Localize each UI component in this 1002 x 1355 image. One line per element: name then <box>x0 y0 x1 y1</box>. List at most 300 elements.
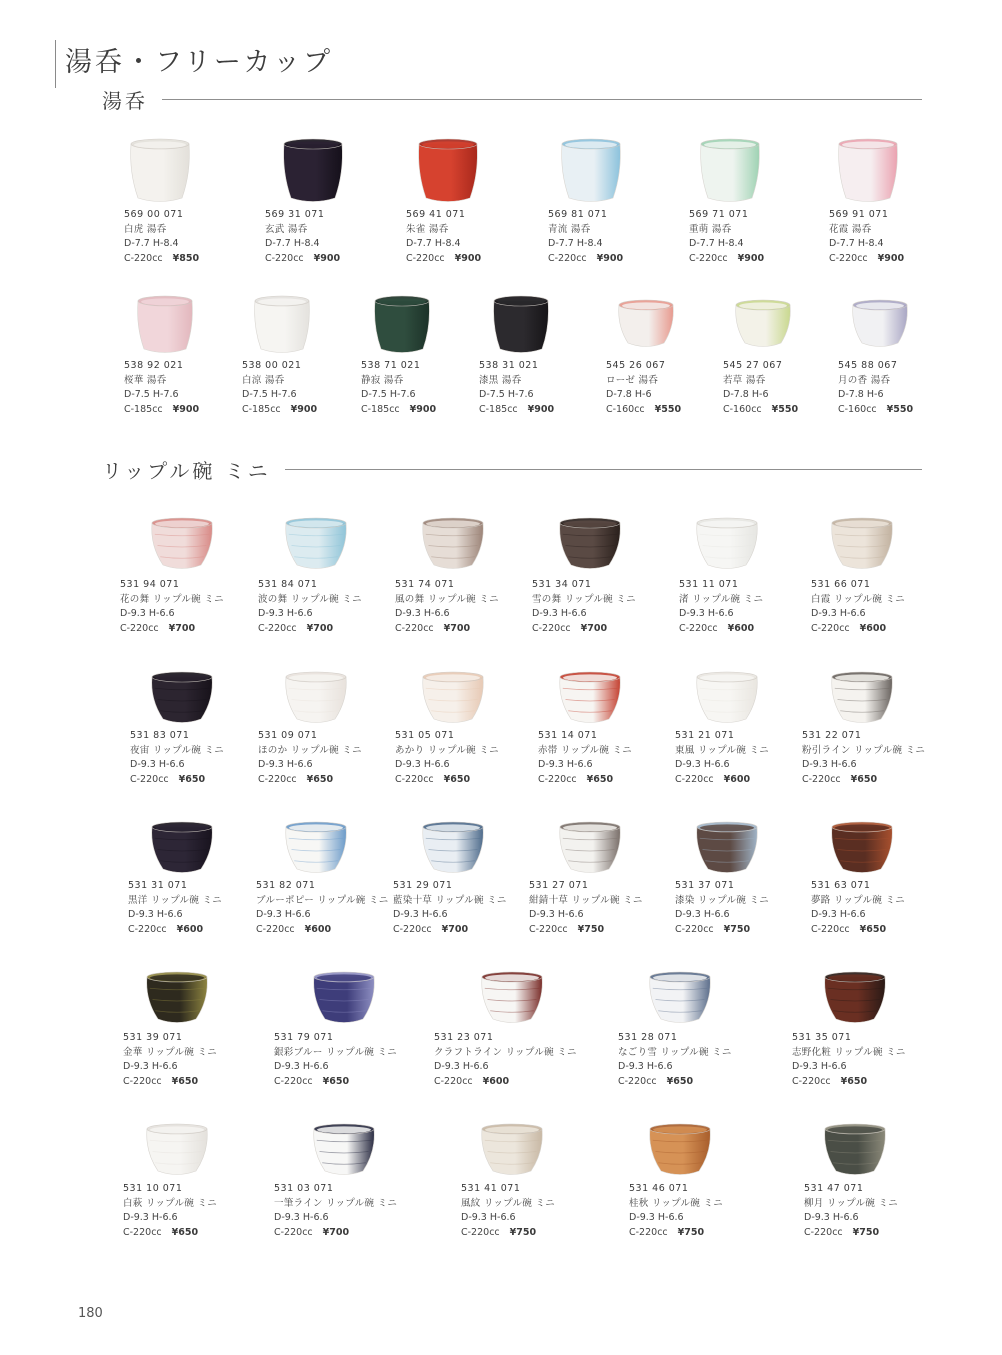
product-capacity: C-220cc <box>804 1226 843 1238</box>
product-dimensions: D-9.3 H-6.6 <box>258 759 313 770</box>
cup-image <box>135 292 195 358</box>
product-capacity: C-220cc <box>393 923 432 935</box>
cup-image-wrap <box>415 135 481 207</box>
product-capacity-price-row <box>538 773 632 788</box>
product-name: 青流 湯呑 <box>548 223 591 235</box>
cup-image-wrap <box>149 514 215 574</box>
product-info <box>802 729 925 787</box>
product-code: 545 88 067 <box>838 360 898 371</box>
product-code: 531 05 071 <box>395 730 455 741</box>
cup-image <box>311 1120 377 1180</box>
product-dimensions: D-9.3 H-6.6 <box>618 1061 673 1072</box>
product-capacity: C-220cc <box>811 923 850 935</box>
product-price: ¥550 <box>886 403 914 415</box>
product-info <box>529 879 643 937</box>
cup-image <box>557 514 623 574</box>
product-info <box>538 729 632 787</box>
product-capacity-price-row <box>792 1075 906 1090</box>
product-name: ブルーポピー リップル碗 ミニ <box>256 894 389 906</box>
product-dimensions: D-9.3 H-6.6 <box>792 1061 847 1072</box>
product-capacity-price-row <box>361 403 436 418</box>
product-info <box>811 578 905 636</box>
product-info <box>675 729 769 787</box>
product-dimensions: D-9.3 H-6.6 <box>258 608 313 619</box>
product-dimensions: D-9.3 H-6.6 <box>393 909 448 920</box>
product-info <box>361 359 436 417</box>
product-capacity-price-row <box>274 1226 397 1241</box>
product-code: 545 27 067 <box>723 360 783 371</box>
product-capacity-price-row <box>723 403 798 418</box>
cup-image <box>697 135 763 207</box>
product-code: 531 47 071 <box>804 1183 864 1194</box>
product-capacity: C-220cc <box>629 1226 668 1238</box>
product-name: 渚 リップル碗 ミニ <box>679 593 764 605</box>
product-code: 531 35 071 <box>792 1032 852 1043</box>
product-dimensions: D-9.3 H-6.6 <box>395 759 450 770</box>
cup-image-wrap <box>149 818 215 878</box>
product-capacity-price-row <box>606 403 681 418</box>
cup-image <box>149 668 215 728</box>
product-info <box>532 578 636 636</box>
product-capacity: C-220cc <box>258 622 297 634</box>
product-capacity-price-row <box>548 252 623 267</box>
product-code: 569 71 071 <box>689 209 749 220</box>
product-capacity: C-220cc <box>256 923 295 935</box>
product-dimensions: D-9.3 H-6.6 <box>629 1212 684 1223</box>
cup-image <box>127 135 193 207</box>
product-capacity-price-row <box>532 622 636 637</box>
cup-image-wrap <box>479 968 545 1028</box>
product-info <box>804 1182 898 1240</box>
product-info <box>274 1031 397 1089</box>
product-code: 531 22 071 <box>802 730 862 741</box>
product-name: 白霞 リップル碗 ミニ <box>811 593 906 605</box>
product-capacity-price-row <box>679 622 763 637</box>
product-price: ¥850 <box>172 252 200 264</box>
product-capacity: C-220cc <box>802 773 841 785</box>
product-info <box>258 578 362 636</box>
product-name: 重萌 湯呑 <box>689 223 732 235</box>
product-capacity-price-row <box>242 403 317 418</box>
product-name: 志野化粧 リップル碗 ミニ <box>792 1046 906 1058</box>
product-code: 531 41 071 <box>461 1183 521 1194</box>
cup-image <box>694 668 760 728</box>
product-name: 夜宙 リップル碗 ミニ <box>130 744 225 756</box>
product-capacity-price-row <box>675 923 769 938</box>
product-capacity: C-220cc <box>434 1075 473 1087</box>
product-price: ¥650 <box>850 773 878 785</box>
cup-image <box>694 818 760 878</box>
product-capacity: C-220cc <box>529 923 568 935</box>
section-title: 湯呑 <box>102 88 148 113</box>
cup-image <box>491 292 551 358</box>
product-price: ¥900 <box>290 403 318 415</box>
product-info <box>675 879 769 937</box>
product-code: 531 27 071 <box>529 880 589 891</box>
cup-image <box>149 514 215 574</box>
cup-image-wrap <box>822 1120 888 1180</box>
cup-image <box>283 818 349 878</box>
product-dimensions: D-9.3 H-6.6 <box>130 759 185 770</box>
product-capacity-price-row <box>258 773 362 788</box>
product-price: ¥600 <box>723 773 751 785</box>
product-capacity-price-row <box>393 923 507 938</box>
product-price: ¥600 <box>304 923 332 935</box>
product-capacity: C-220cc <box>274 1075 313 1087</box>
product-capacity: C-220cc <box>265 252 304 264</box>
product-dimensions: D-9.3 H-6.6 <box>679 608 734 619</box>
product-capacity-price-row <box>811 923 905 938</box>
product-capacity: C-220cc <box>618 1075 657 1087</box>
product-capacity: C-220cc <box>792 1075 831 1087</box>
product-code: 531 14 071 <box>538 730 598 741</box>
product-code: 531 66 071 <box>811 579 871 590</box>
product-price: ¥750 <box>677 1226 705 1238</box>
product-price: ¥600 <box>176 923 204 935</box>
product-info <box>618 1031 732 1089</box>
product-price: ¥650 <box>306 773 334 785</box>
cup-image-wrap <box>694 514 760 574</box>
product-capacity-price-row <box>395 773 499 788</box>
product-capacity-price-row <box>838 403 913 418</box>
product-dimensions: D-9.3 H-6.6 <box>538 759 593 770</box>
product-dimensions: D-9.3 H-6.6 <box>811 608 866 619</box>
product-code: 531 28 071 <box>618 1032 678 1043</box>
product-dimensions: D-9.3 H-6.6 <box>395 608 450 619</box>
product-dimensions: D-7.7 H-8.4 <box>406 238 461 249</box>
cup-image <box>420 818 486 878</box>
product-capacity-price-row <box>629 1226 723 1241</box>
product-code: 569 00 071 <box>124 209 184 220</box>
product-dimensions: D-9.3 H-6.6 <box>123 1212 178 1223</box>
cup-image <box>479 1120 545 1180</box>
product-info <box>406 208 481 266</box>
product-dimensions: D-7.7 H-8.4 <box>548 238 603 249</box>
cup-image <box>283 514 349 574</box>
cup-image <box>558 135 624 207</box>
product-price: ¥700 <box>306 622 334 634</box>
product-info <box>120 578 224 636</box>
product-price: ¥650 <box>171 1075 199 1087</box>
product-dimensions: D-9.3 H-6.6 <box>128 909 183 920</box>
product-price: ¥900 <box>313 252 341 264</box>
product-info <box>479 359 554 417</box>
cup-image <box>144 1120 210 1180</box>
cup-image-wrap <box>252 292 312 358</box>
product-code: 531 11 071 <box>679 579 739 590</box>
product-dimensions: D-9.3 H-6.6 <box>529 909 584 920</box>
product-name: 柳月 リップル碗 ミニ <box>804 1197 899 1209</box>
product-capacity-price-row <box>479 403 554 418</box>
product-price: ¥550 <box>654 403 682 415</box>
product-price: ¥650 <box>443 773 471 785</box>
product-code: 531 37 071 <box>675 880 735 891</box>
cup-image-wrap <box>829 668 895 728</box>
product-capacity: C-220cc <box>675 923 714 935</box>
product-capacity: C-220cc <box>532 622 571 634</box>
product-price: ¥650 <box>666 1075 694 1087</box>
product-price: ¥650 <box>859 923 887 935</box>
product-capacity: C-220cc <box>124 252 163 264</box>
product-capacity: C-160cc <box>606 403 645 415</box>
product-price: ¥650 <box>178 773 206 785</box>
cup-image-wrap <box>557 818 623 878</box>
product-info <box>393 879 507 937</box>
product-dimensions: D-9.3 H-6.6 <box>461 1212 516 1223</box>
product-capacity-price-row <box>529 923 643 938</box>
product-price: ¥900 <box>737 252 765 264</box>
product-dimensions: D-7.8 H-6 <box>606 389 652 400</box>
product-capacity: C-220cc <box>258 773 297 785</box>
cup-image-wrap <box>694 668 760 728</box>
cup-image-wrap <box>311 968 377 1028</box>
product-capacity: C-220cc <box>395 773 434 785</box>
product-dimensions: D-9.3 H-6.6 <box>434 1061 489 1072</box>
product-info <box>130 729 224 787</box>
product-name: 銀彩ブルー リップル碗 ミニ <box>274 1046 398 1058</box>
product-info <box>606 359 681 417</box>
cup-image-wrap <box>617 296 675 352</box>
cup-image-wrap <box>127 135 193 207</box>
cup-image <box>694 514 760 574</box>
product-code: 531 09 071 <box>258 730 318 741</box>
product-dimensions: D-9.3 H-6.6 <box>256 909 311 920</box>
cup-image <box>734 296 792 352</box>
product-info <box>123 1031 217 1089</box>
product-info <box>123 1182 217 1240</box>
product-capacity: C-220cc <box>128 923 167 935</box>
product-capacity-price-row <box>120 622 224 637</box>
page-number: 180 <box>78 1306 103 1321</box>
product-price: ¥650 <box>171 1226 199 1238</box>
product-code: 531 34 071 <box>532 579 592 590</box>
cup-image <box>647 1120 713 1180</box>
cup-image-wrap <box>557 668 623 728</box>
product-capacity: C-220cc <box>123 1226 162 1238</box>
product-capacity-price-row <box>406 252 481 267</box>
product-dimensions: D-9.3 H-6.6 <box>120 608 175 619</box>
product-code: 531 23 071 <box>434 1032 494 1043</box>
product-dimensions: D-9.3 H-6.6 <box>811 909 866 920</box>
cup-image-wrap <box>420 668 486 728</box>
product-name: 白萩 リップル碗 ミニ <box>123 1197 218 1209</box>
section-divider <box>162 99 922 100</box>
product-name: 雪の舞 リップル碗 ミニ <box>532 593 636 605</box>
product-code: 531 82 071 <box>256 880 316 891</box>
product-capacity-price-row <box>618 1075 732 1090</box>
product-price: ¥900 <box>527 403 555 415</box>
cup-image <box>372 292 432 358</box>
cup-image-wrap <box>283 668 349 728</box>
product-capacity-price-row <box>128 923 222 938</box>
cup-image-wrap <box>283 818 349 878</box>
product-capacity: C-220cc <box>461 1226 500 1238</box>
product-capacity-price-row <box>829 252 904 267</box>
product-name: なごり雪 リップル碗 ミニ <box>618 1046 732 1058</box>
product-name: 黒洋 リップル碗 ミニ <box>128 894 223 906</box>
product-price: ¥700 <box>443 622 471 634</box>
product-name: 夢路 リップル碗 ミニ <box>811 894 906 906</box>
product-capacity-price-row <box>395 622 499 637</box>
cup-image <box>144 968 210 1028</box>
page-title: 湯呑・フリーカップ <box>65 47 334 78</box>
product-name: 東風 リップル碗 ミニ <box>675 744 770 756</box>
product-info <box>548 208 623 266</box>
product-capacity: C-220cc <box>395 622 434 634</box>
cup-image <box>851 296 909 352</box>
cup-image-wrap <box>491 292 551 358</box>
product-name: 波の舞 リップル碗 ミニ <box>258 593 362 605</box>
product-dimensions: D-7.7 H-8.4 <box>265 238 320 249</box>
product-info <box>679 578 763 636</box>
cup-image <box>557 818 623 878</box>
product-capacity-price-row <box>434 1075 577 1090</box>
cup-image-wrap <box>144 1120 210 1180</box>
product-dimensions: D-7.5 H-7.6 <box>124 389 179 400</box>
product-info <box>689 208 764 266</box>
product-code: 531 29 071 <box>393 880 453 891</box>
cup-image <box>829 668 895 728</box>
product-capacity-price-row <box>804 1226 898 1241</box>
cup-image <box>829 818 895 878</box>
product-code: 538 92 021 <box>124 360 184 371</box>
section-divider <box>285 469 922 470</box>
product-code: 531 63 071 <box>811 880 871 891</box>
cup-image-wrap <box>557 514 623 574</box>
product-price: ¥650 <box>586 773 614 785</box>
cup-image-wrap <box>420 514 486 574</box>
product-dimensions: D-7.7 H-8.4 <box>124 238 179 249</box>
product-dimensions: D-9.3 H-6.6 <box>123 1061 178 1072</box>
product-capacity: C-220cc <box>538 773 577 785</box>
product-dimensions: D-9.3 H-6.6 <box>675 759 730 770</box>
product-name: 桂秋 リップル碗 ミニ <box>629 1197 724 1209</box>
product-capacity-price-row <box>461 1226 555 1241</box>
product-dimensions: D-7.5 H-7.6 <box>479 389 534 400</box>
cup-image-wrap <box>734 296 792 352</box>
product-code: 538 31 021 <box>479 360 539 371</box>
product-name: 漆黒 湯呑 <box>479 374 522 386</box>
product-info <box>124 208 199 266</box>
cup-image-wrap <box>149 668 215 728</box>
product-price: ¥750 <box>852 1226 880 1238</box>
product-info <box>838 359 913 417</box>
product-price: ¥750 <box>577 923 605 935</box>
product-dimensions: D-7.8 H-6 <box>723 389 769 400</box>
product-name: 月の香 湯呑 <box>838 374 891 386</box>
product-name: 朱雀 湯呑 <box>406 223 449 235</box>
product-capacity-price-row <box>124 403 199 418</box>
product-code: 545 26 067 <box>606 360 666 371</box>
product-capacity: C-185cc <box>124 403 163 415</box>
section-heading-ripple <box>102 456 922 482</box>
product-info <box>128 879 222 937</box>
cup-image <box>311 968 377 1028</box>
cup-image <box>617 296 675 352</box>
cup-image-wrap <box>311 1120 377 1180</box>
product-capacity: C-220cc <box>130 773 169 785</box>
product-capacity-price-row <box>124 252 199 267</box>
cup-image-wrap <box>647 968 713 1028</box>
product-capacity-price-row <box>256 923 389 938</box>
product-info <box>395 729 499 787</box>
product-name: 漆染 リップル碗 ミニ <box>675 894 770 906</box>
product-name: クラフトライン リップル碗 ミニ <box>434 1046 577 1058</box>
product-price: ¥700 <box>322 1226 350 1238</box>
product-capacity: C-220cc <box>274 1226 313 1238</box>
product-price: ¥700 <box>168 622 196 634</box>
product-code: 569 41 071 <box>406 209 466 220</box>
product-price: ¥700 <box>441 923 469 935</box>
cup-image-wrap <box>851 296 909 352</box>
product-capacity-price-row <box>274 1075 397 1090</box>
product-code: 531 79 071 <box>274 1032 334 1043</box>
product-name: 花の舞 リップル碗 ミニ <box>120 593 224 605</box>
product-dimensions: D-7.7 H-8.4 <box>689 238 744 249</box>
product-capacity-price-row <box>130 773 224 788</box>
product-info <box>723 359 798 417</box>
product-info <box>124 359 199 417</box>
product-code: 538 71 021 <box>361 360 421 371</box>
cup-image-wrap <box>829 818 895 878</box>
product-capacity: C-220cc <box>406 252 445 264</box>
product-code: 569 91 071 <box>829 209 889 220</box>
product-capacity-price-row <box>689 252 764 267</box>
product-code: 531 03 071 <box>274 1183 334 1194</box>
product-price: ¥900 <box>172 403 200 415</box>
product-code: 538 00 021 <box>242 360 302 371</box>
product-name: 桜華 湯呑 <box>124 374 167 386</box>
product-price: ¥650 <box>840 1075 868 1087</box>
product-name: 赤帯 リップル碗 ミニ <box>538 744 633 756</box>
product-capacity-price-row <box>675 773 769 788</box>
product-price: ¥650 <box>322 1075 350 1087</box>
cup-image-wrap <box>283 514 349 574</box>
product-info <box>629 1182 723 1240</box>
product-capacity: C-220cc <box>123 1075 162 1087</box>
product-name: 白虎 湯呑 <box>124 223 167 235</box>
product-code: 531 10 071 <box>123 1183 183 1194</box>
product-name: 紺錆十草 リップル碗 ミニ <box>529 894 643 906</box>
cup-image-wrap <box>420 818 486 878</box>
product-capacity: C-220cc <box>675 773 714 785</box>
product-capacity: C-160cc <box>838 403 877 415</box>
cup-image <box>647 968 713 1028</box>
product-capacity: C-220cc <box>548 252 587 264</box>
product-info <box>461 1182 555 1240</box>
product-capacity-price-row <box>123 1075 217 1090</box>
cup-image-wrap <box>144 968 210 1028</box>
product-price: ¥600 <box>727 622 755 634</box>
product-price: ¥550 <box>771 403 799 415</box>
product-dimensions: D-9.3 H-6.6 <box>804 1212 859 1223</box>
product-capacity: C-220cc <box>679 622 718 634</box>
product-dimensions: D-9.3 H-6.6 <box>675 909 730 920</box>
product-dimensions: D-9.3 H-6.6 <box>274 1061 329 1072</box>
product-price: ¥750 <box>509 1226 537 1238</box>
product-code: 531 39 071 <box>123 1032 183 1043</box>
product-dimensions: D-9.3 H-6.6 <box>532 608 587 619</box>
product-dimensions: D-7.8 H-6 <box>838 389 884 400</box>
product-name: 金華 リップル碗 ミニ <box>123 1046 218 1058</box>
product-capacity: C-220cc <box>120 622 159 634</box>
cup-image <box>415 135 481 207</box>
product-name: ローゼ 湯呑 <box>606 374 659 386</box>
product-capacity: C-160cc <box>723 403 762 415</box>
product-code: 531 84 071 <box>258 579 318 590</box>
product-name: 玄武 湯呑 <box>265 223 308 235</box>
product-capacity: C-220cc <box>811 622 850 634</box>
